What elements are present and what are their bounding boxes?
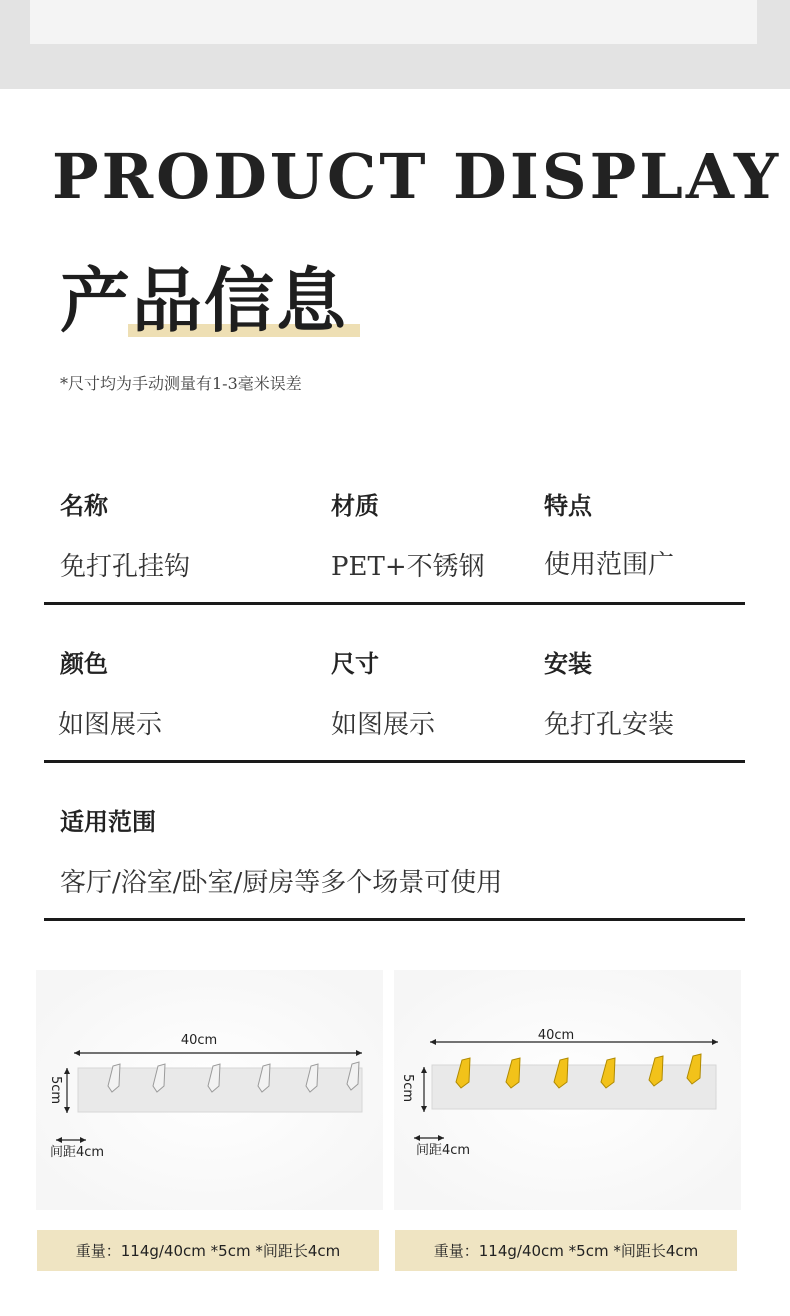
top-banner-panel — [30, 0, 757, 44]
install-value: 免打孔安装 — [544, 710, 675, 740]
feature-value: 使用范围广 — [544, 550, 675, 580]
color-label: 颜色 — [60, 650, 108, 678]
measurement-note: *尺寸均为手动测量有1-3毫米误差 — [60, 374, 302, 393]
hook-rack-white-illustration — [36, 970, 383, 1210]
size-label: 尺寸 — [331, 650, 379, 678]
height-label: 5cm — [400, 1073, 415, 1103]
spacing-label: 间距4cm — [50, 1145, 105, 1160]
hook-rack-yellow-illustration — [394, 970, 741, 1210]
spacing-label: 间距4cm — [416, 1143, 471, 1158]
row-divider-2 — [44, 760, 745, 763]
product-image-white — [36, 970, 383, 1210]
material-value: PET+不锈钢 — [331, 552, 485, 582]
row-divider-1 — [44, 602, 745, 605]
headline: PRODUCT DISPLAY — [52, 140, 782, 213]
scope-value: 客厅/浴室/卧室/厨房等多个场景可使用 — [60, 868, 503, 898]
caption-yellow: 重量：114g/40cm *5cm *间距长4cm — [395, 1230, 737, 1271]
length-label: 40cm — [537, 1028, 575, 1043]
page-title: 产品信息 — [60, 260, 348, 342]
size-value: 如图展示 — [331, 710, 436, 740]
name-label: 名称 — [60, 492, 108, 520]
section-title — [60, 258, 360, 348]
color-value: 如图展示 — [58, 710, 163, 740]
name-value: 免打孔挂钩 — [60, 552, 191, 582]
height-label: 5cm — [48, 1075, 63, 1105]
row-divider-3 — [44, 918, 745, 921]
material-label: 材质 — [331, 492, 379, 520]
top-banner-band — [0, 0, 790, 89]
scope-label: 适用范围 — [60, 808, 156, 836]
feature-label: 特点 — [544, 492, 592, 520]
install-label: 安装 — [544, 650, 592, 678]
caption-white: 重量：114g/40cm *5cm *间距长4cm — [37, 1230, 379, 1271]
product-image-yellow — [394, 970, 741, 1210]
length-label: 40cm — [180, 1033, 218, 1048]
